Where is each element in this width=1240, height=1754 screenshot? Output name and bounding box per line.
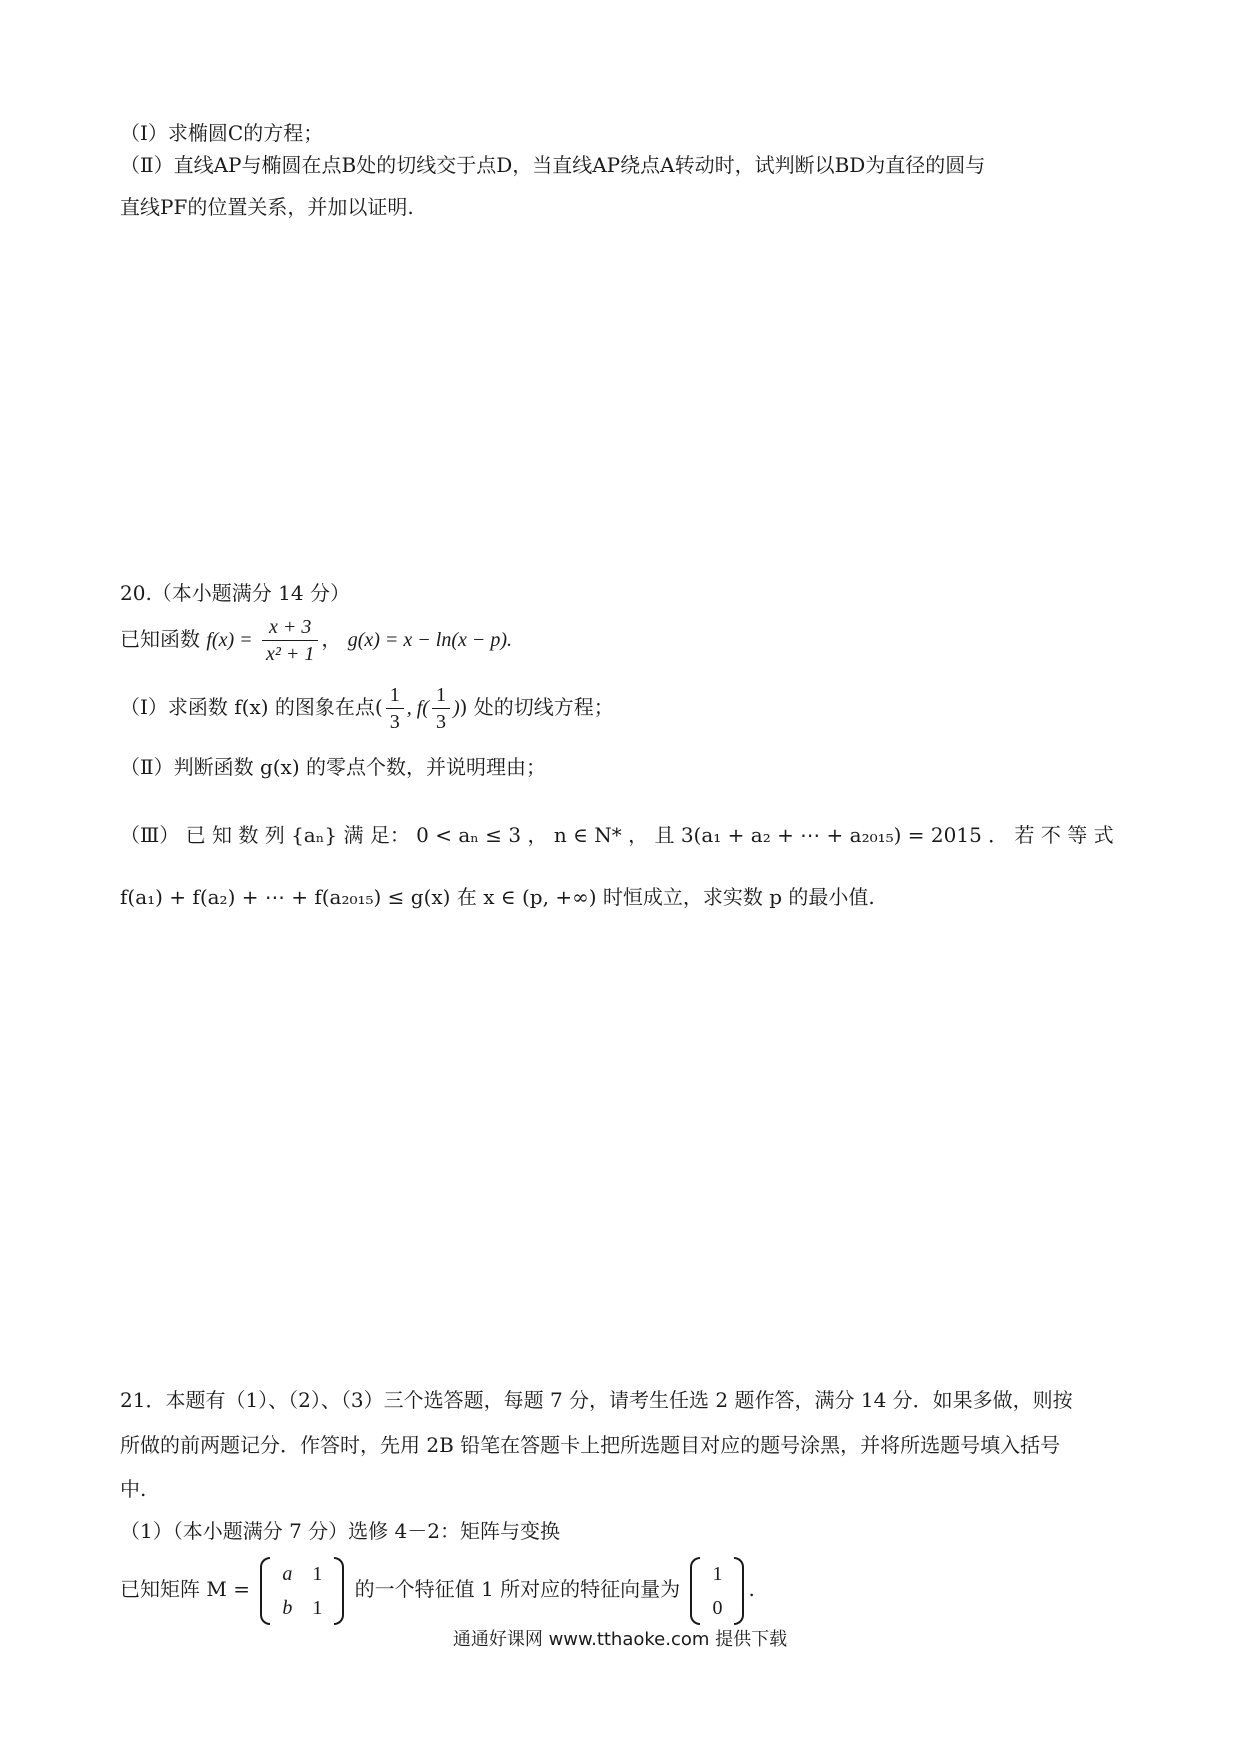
q21-line3: 中. <box>120 1477 147 1501</box>
f-of-x-eq: f(x) = <box>206 629 253 651</box>
matrix-cell-b: b <box>282 1596 293 1619</box>
q19-part1: （Ⅰ）求椭圆C的方程； <box>120 121 324 145</box>
q21-line1: 21．本题有（1）、（2）、（3）三个选答题，每题 7 分，请考生任选 2 题作答，满分 14 分．如果多做，则按 <box>120 1388 1073 1412</box>
q20-part1-suffix: ) 处的切线方程； <box>459 695 614 719</box>
eigen-vector <box>690 1557 744 1625</box>
matrix-cell-1a: 1 <box>312 1562 323 1585</box>
page-footer: 通通好课网 www.tthaoke.com 提供下载 <box>452 1629 788 1650</box>
q21-matrix-end: . <box>748 1577 755 1601</box>
vector-cell-0: 0 <box>712 1596 723 1619</box>
q19-part2-line1: （Ⅱ）直线AP与椭圆在点B处的切线交于点D，当直线AP绕点A转动时，试判断以BD为直径的圆与 <box>120 153 986 177</box>
q20-intro: 已知函数 f(x) = $\frac{x + 3}{\text{x² + 1}}$ ， g(x) = x − ln(x − p). <box>120 616 513 665</box>
q20-part2: （Ⅱ）判断函数 g(x) 的零点个数，并说明理由； <box>120 755 546 779</box>
vector-cell-1: 1 <box>712 1562 723 1585</box>
matrix-M <box>260 1557 344 1625</box>
q21-matrix-mid: 的一个特征值 1 所对应的特征向量为 <box>354 1577 681 1601</box>
q20-frac-den: x² + 1 <box>265 643 315 665</box>
q20-part3-line1: （Ⅲ） 已 知 数 列 {aₙ} 满 足： 0 < aₙ ≤ 3 ， n ∈ N* ， 且 3(a₁ + a₂ + ⋯ + a₂₀₁₅) = 2015 ． 若 不 等 式 <box>120 823 1114 847</box>
q21-sub1-header: （1）（本小题满分 7 分）选修 4－2：矩阵与变换 <box>120 1519 560 1543</box>
q20-part1-frac-a: $\frac{1}{3}$ <box>386 682 404 735</box>
q21-matrix-prefix: 已知矩阵 M = <box>120 1577 250 1601</box>
q20-part1-frac-b: $\frac{1}{3}$ <box>432 682 450 735</box>
q20-part3-line2: f(a₁) + f(a₂) + ⋯ + f(a₂₀₁₅) ≤ g(x) 在 x ∈ (p, +∞) 时恒成立，求实数 p 的最小值. <box>120 885 875 909</box>
q20-part1-prefix: （Ⅰ）求函数 f(x) 的图象在点( <box>120 695 383 719</box>
matrix-cell-a: a <box>282 1562 293 1585</box>
q20-part1: （Ⅰ）求函数 f(x) 的图象在点( $\frac{1}{3}$ , f( $\frac{1}{3}$ )) 处的切线方程； <box>120 684 614 733</box>
q21-line2: 所做的前两题记分．作答时，先用 2B 铅笔在答题卡上把所选题目对应的题号涂黑，并将所选题号填入括号 <box>120 1433 1061 1457</box>
q19-part2-line2: 直线PF的位置关系，并加以证明. <box>120 195 414 219</box>
q20-intro-g: g(x) = x − ln(x − p). <box>347 629 513 651</box>
q20-header: 20.（本小题满分 14 分） <box>120 581 350 605</box>
q21-matrix-line <box>120 1553 755 1625</box>
q20-intro-prefix: 已知函数 <box>120 627 200 651</box>
matrix-cell-1b: 1 <box>312 1596 323 1619</box>
q20-fraction <box>262 614 318 667</box>
q20-frac-num: x + 3 <box>262 614 318 641</box>
